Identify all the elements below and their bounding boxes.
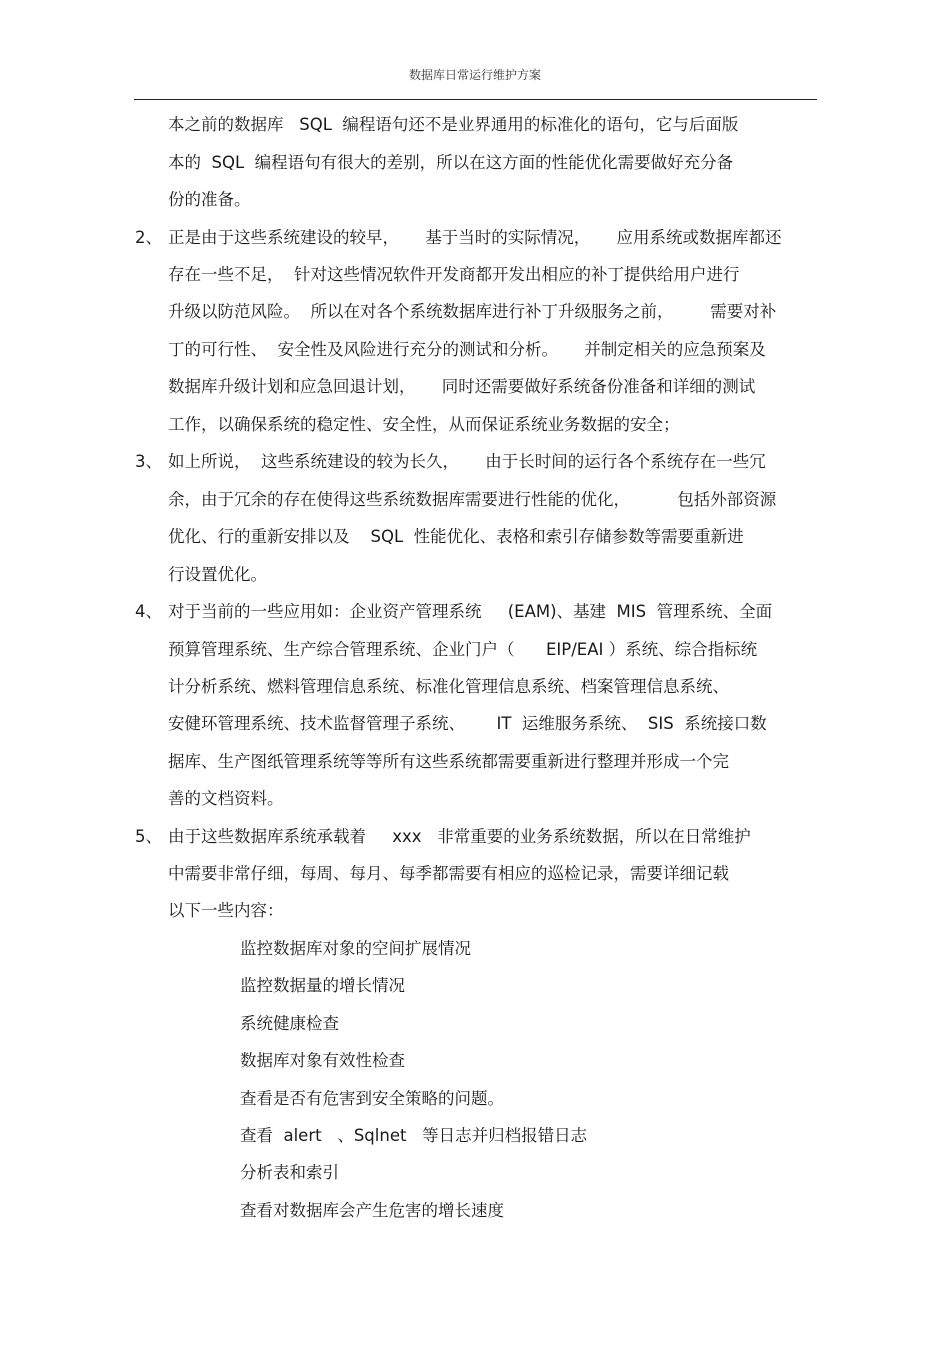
paragraph-line: 正是由于这些系统建设的较早， 基于当时的实际情况， 应用系统或数据库都还: [168, 228, 782, 247]
checklist-item: 查看是否有危害到安全策略的问题。: [240, 1089, 504, 1108]
page-header: 数据库日常运行维护方案: [408, 68, 541, 82]
list-number: 4、: [135, 602, 162, 621]
paragraph-line: 本之前的数据库 SQL 编程语句还不是业界通用的标准化的语句，它与后面版: [168, 115, 739, 134]
list-number: 2、: [135, 228, 162, 247]
paragraph-line: 由于这些数据库系统承载着 xxx 非常重要的业务系统数据，所以在日常维护: [168, 827, 751, 846]
paragraph-line: 余，由于冗余的存在使得这些系统数据库需要进行性能的优化， 包括外部资源: [168, 490, 777, 509]
checklist-item: 查看对数据库会产生危害的增长速度: [240, 1201, 504, 1220]
paragraph-line: 行设置优化。: [168, 565, 267, 584]
paragraph-line: 优化、行的重新安排以及 SQL 性能优化、表格和索引存储参数等需要重新进: [168, 527, 744, 546]
list-number: 3、: [135, 452, 162, 471]
paragraph-line: 计分析系统、燃料管理信息系统、标准化管理信息系统、档案管理信息系统、: [168, 677, 729, 696]
checklist-item: 查看 alert 、Sqlnet 等日志并归档报错日志: [240, 1126, 588, 1145]
paragraph-line: 善的文档资料。: [168, 789, 284, 808]
paragraph-line: 升级以防范风险。 所以在对各个系统数据库进行补丁升级服务之前， 需要对补: [168, 302, 777, 321]
checklist-item: 系统健康检查: [240, 1014, 339, 1033]
list-number: 5、: [135, 827, 162, 846]
paragraph-line: 预算管理系统、生产综合管理系统、企业门户（ EIP/EAI ）系统、综合指标统: [168, 640, 758, 659]
paragraph-line: 中需要非常仔细，每周、每月、每季都需要有相应的巡检记录，需要详细记载: [168, 864, 729, 883]
checklist-item: 分析表和索引: [240, 1163, 339, 1182]
paragraph-line: 数据库升级计划和应急回退计划， 同时还需要做好系统备份准备和详细的测试: [168, 377, 756, 396]
paragraph-line: 如上所说， 这些系统建设的较为长久， 由于长时间的运行各个系统存在一些冗: [168, 452, 766, 471]
paragraph-line: 丁的可行性、 安全性及风险进行充分的测试和分析。 并制定相关的应急预案及: [168, 340, 766, 359]
paragraph-line: 安健环管理系统、技术监督管理子系统、 IT 运维服务系统、 SIS 系统接口数: [168, 714, 767, 733]
paragraph-line: 本的 SQL 编程语句有很大的差别，所以在这方面的性能优化需要做好充分备: [168, 153, 734, 172]
paragraph-line: 存在一些不足， 针对这些情况软件开发商都开发出相应的补丁提供给用户进行: [168, 265, 740, 284]
header-divider: [134, 99, 817, 100]
paragraph-line: 据库、生产图纸管理系统等等所有这些系统都需要重新进行整理并形成一个完: [168, 752, 729, 771]
checklist-item: 监控数据库对象的空间扩展情况: [240, 939, 471, 958]
checklist-item: 监控数据量的增长情况: [240, 976, 405, 995]
paragraph-line: 工作，以确保系统的稳定性、安全性，从而保证系统业务数据的安全；: [168, 415, 680, 434]
checklist-item: 数据库对象有效性检查: [240, 1051, 405, 1070]
paragraph-line: 份的准备。: [168, 190, 251, 209]
paragraph-line: 以下一些内容：: [168, 901, 284, 920]
paragraph-line: 对于当前的一些应用如：企业资产管理系统 (EAM)、基建 MIS 管理系统、全面: [168, 602, 773, 621]
